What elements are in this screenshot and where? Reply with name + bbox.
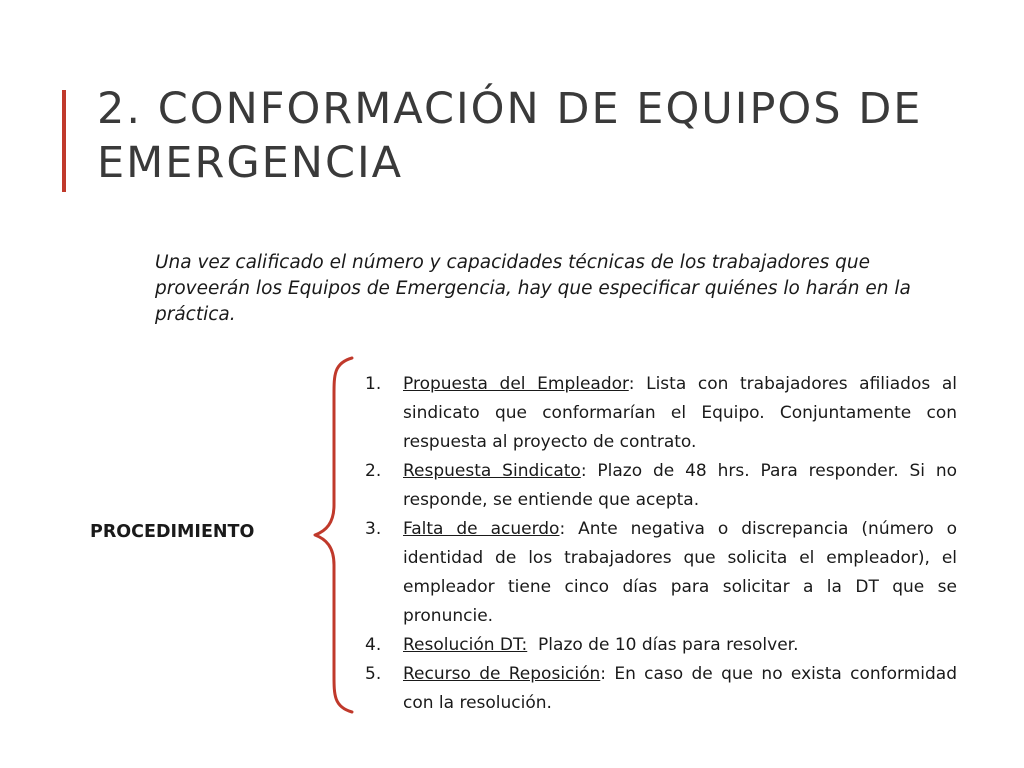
list-item	[365, 631, 957, 660]
step-number: 3.	[365, 519, 382, 539]
step-description: : Lista con trabajadores afiliados al sindicato que conformarían el Equipo. Conjuntamente con respuesta al proyecto de contrato.	[403, 374, 957, 452]
list-item	[365, 515, 957, 631]
step-number: 5.	[365, 664, 382, 684]
step-number: 2.	[365, 461, 382, 481]
step-description: : En caso de que no exista conformidad con la resolución.	[403, 664, 957, 713]
procedure-label: PROCEDIMIENTO	[90, 522, 255, 542]
step-description: Plazo de 10 días para resolver.	[527, 635, 799, 655]
step-term: Falta de acuerdo	[403, 519, 560, 539]
step-term: Recurso de Reposición	[403, 664, 601, 684]
list-item	[365, 370, 957, 457]
procedure-steps-list	[365, 370, 957, 718]
step-number: 1.	[365, 374, 382, 394]
left-brace-icon	[312, 355, 356, 715]
title-accent-bar	[62, 90, 66, 192]
slide-title: 2. CONFORMACIÓN DE EQUIPOS DE EMERGENCIA	[97, 84, 923, 188]
step-description: : Ante negativa o discrepancia (número o identidad de los trabajadores que solicita el empleador), el empleador tiene cinco días para solicitar a la DT que se pronuncie.	[403, 519, 957, 626]
step-description: : Plazo de 48 hrs. Para responder. Si no responde, se entiende que acepta.	[403, 461, 958, 510]
step-term: Resolución DT:	[403, 635, 528, 655]
step-term: Respuesta Sindicato	[403, 461, 581, 481]
list-item	[365, 457, 957, 515]
step-number: 4.	[365, 635, 382, 655]
step-term: Propuesta del Empleador	[403, 374, 629, 394]
list-item	[365, 660, 957, 718]
intro-paragraph: Una vez calificado el número y capacidades técnicas de los trabajadores que proveerán los Equipos de Emergencia, hay que especificar quiénes lo harán en la práctica.	[155, 252, 911, 325]
